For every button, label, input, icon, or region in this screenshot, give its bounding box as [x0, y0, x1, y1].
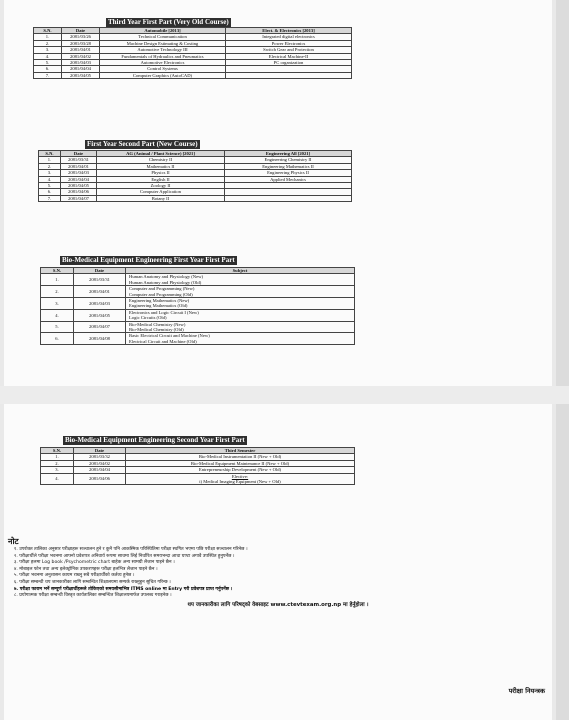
- cell-date: 2081/04/06: [74, 473, 126, 485]
- section-title: First Year Second Part (New Course): [87, 140, 198, 148]
- header-sn: S.N.: [34, 28, 62, 34]
- table-row: [41, 274, 355, 286]
- note-item: ८. प्रयोगात्मक परीक्षा सम्बन्धी विस्तृत कार्यतालिका सम्बन्धित शिक्षालयमार्फत उपलब्ध गराइनेछ ।: [14, 593, 172, 599]
- note-item: ३. परीक्षा हलमा Log book /Psychometric chart बाहेक अन्य सामग्री लैजान पाइने छैन ।: [14, 560, 175, 566]
- cell-subject-a: Machine Design Estimating & Costing: [100, 40, 226, 46]
- cell-subject-a: Chemistry II: [97, 157, 225, 163]
- cell-subject: [126, 298, 355, 310]
- cell-sn: 7.: [34, 72, 62, 78]
- page-gap-band: [0, 386, 569, 404]
- subject-line: i) Medical Imaging Equipment (New + Old): [199, 479, 281, 485]
- cell-subject-a: Zoology II: [97, 183, 225, 189]
- cell-date: 2081/04/02: [74, 460, 126, 466]
- subject-line: Engineering Mathematics (New): [129, 298, 190, 304]
- cell-date: 2081/04/01: [61, 163, 97, 169]
- cell-date: 2081/04/08: [74, 333, 126, 345]
- cell-date: 2081/04/04: [62, 66, 100, 72]
- table-body: [41, 454, 355, 485]
- cell-subject: [126, 321, 355, 333]
- website-note: थप जानकारीका लागि परिषद्को वेबसाइट www.ctevtexam.org.np मा हेर्नुहोला ।: [187, 601, 369, 608]
- table-row: [41, 321, 355, 333]
- cell-subject-a: Computer Graphics (AutoCAD): [100, 72, 226, 78]
- page-edge-strip: [556, 0, 569, 720]
- cell-sn: 2.: [41, 460, 74, 466]
- cell-subject-a: Physics II: [97, 170, 225, 176]
- cell-subject-a: Fundamentals of Hydraulics and Pneumatics: [100, 53, 226, 59]
- table-body: [41, 274, 355, 345]
- cell-subject-b: Applied Mechanics: [225, 176, 352, 182]
- subject-line: Basic Electrical Circuit and Machine (New): [129, 333, 210, 339]
- cell-date: 2081/04/07: [61, 195, 97, 201]
- cell-date: 2081/03/31: [61, 157, 97, 163]
- table-body: [39, 157, 352, 202]
- biomed-first-table: [40, 267, 355, 345]
- cell-sn: 6.: [41, 333, 74, 345]
- header-sn: S.N.: [39, 151, 61, 157]
- cell-subject-b: [226, 72, 352, 78]
- cell-subject-b: Engineering Physics II: [225, 170, 352, 176]
- cell-subject: [126, 274, 355, 286]
- cell-date: 2081/04/03: [62, 60, 100, 66]
- cell-date: 2081/03/28: [62, 40, 100, 46]
- header-semester: Third Semester: [126, 448, 355, 454]
- cell-sn: 5.: [39, 183, 61, 189]
- signature-label: परीक्षा नियन्त्रक: [508, 687, 545, 695]
- cell-sn: 1.: [39, 157, 61, 163]
- cell-sn: 3.: [41, 467, 74, 473]
- cell-date: 2081/04/03: [61, 170, 97, 176]
- subject-line: Human Anatomy and Physiology (New): [129, 274, 204, 280]
- subject-line: Human Anatomy and Physiology (Old): [129, 279, 202, 285]
- subject-line: Computer and Programming (Old): [129, 291, 193, 297]
- cell-subject-b: PC organization: [226, 60, 352, 66]
- cell-subject-b: Switch Gear and Protection: [226, 47, 352, 53]
- cell-subject: [126, 473, 355, 485]
- header-ag: AG (Animal / Plant Science) [2021]: [97, 151, 225, 157]
- cell-date: 2081/04/03: [74, 298, 126, 310]
- table-row: [34, 40, 352, 46]
- cell-sn: 2.: [39, 163, 61, 169]
- cell-subject-a: Technical Communication: [100, 34, 226, 40]
- header-engineering: Engineering All [2021]: [225, 151, 352, 157]
- header-date: Date: [62, 28, 100, 34]
- cell-subject-a: Mathematics II: [97, 163, 225, 169]
- table-row: [41, 309, 355, 321]
- cell-subject-a: English II: [97, 176, 225, 182]
- notes-section: [8, 537, 548, 609]
- cell-sn: 6.: [34, 66, 62, 72]
- cell-subject-b: [225, 195, 352, 201]
- cell-sn: 6.: [39, 189, 61, 195]
- header-subject: Subject: [126, 268, 355, 274]
- cell-date: 2081/04/04: [74, 467, 126, 473]
- subject-line: Engineering Mathematics (Old): [129, 303, 188, 309]
- table-row: [41, 473, 355, 485]
- cell-sn: 4.: [34, 53, 62, 59]
- header-date: Date: [74, 448, 126, 454]
- table-row: [41, 333, 355, 345]
- cell-date: 2081/04/07: [74, 321, 126, 333]
- cell-subject-a: Control Systems: [100, 66, 226, 72]
- note-item: ४. मोबाइल फोन तथा अन्य इलेक्ट्रोनिक उपकरणहरू परीक्षा हलभित्र लैजान पाइने छैन ।: [14, 566, 158, 572]
- table-row: [34, 53, 352, 59]
- subject-line: Bio-Medical Chemistry (Old): [129, 327, 184, 333]
- cell-sn: 3.: [41, 298, 74, 310]
- cell-subject: [126, 286, 355, 298]
- cell-subject-b: Electrical Machine-II: [226, 53, 352, 59]
- cell-sn: 2.: [41, 286, 74, 298]
- cell-sn: 7.: [39, 195, 61, 201]
- header-automobile: Automobile [2013]: [100, 28, 226, 34]
- subject-line: Electrical Circuit and Machine (Old): [129, 338, 197, 344]
- cell-sn: 1.: [34, 34, 62, 40]
- subject-line: Entrepreneurship Development (New + Old): [198, 467, 282, 473]
- cell-subject-b: Engineering Chemistry II: [225, 157, 352, 163]
- cell-date: 2081/04/05: [62, 72, 100, 78]
- section-title: Bio-Medical Equipment Engineering First Year First Part: [62, 256, 235, 264]
- header-sn: S.N.: [41, 448, 74, 454]
- subject-line: Computer and Programming (New): [129, 286, 195, 292]
- cell-date: 2081/04/06: [61, 189, 97, 195]
- section-title: Bio-Medical Equipment Engineering Second Year First Part: [65, 436, 245, 444]
- cell-date: 2081/03/32: [74, 454, 126, 460]
- cell-date: 2081/04/04: [61, 176, 97, 182]
- third-year-table: [33, 27, 352, 79]
- cell-subject: [126, 309, 355, 321]
- cell-sn: 4.: [41, 309, 74, 321]
- table-row: [41, 286, 355, 298]
- first-year-table: [38, 150, 352, 202]
- cell-sn: 5.: [34, 60, 62, 66]
- cell-sn: 1.: [41, 274, 74, 286]
- subject-line: Bio-Medical Equipment Maintenance II (New + Old): [190, 460, 290, 466]
- notes-heading: नोट: [8, 537, 19, 546]
- cell-subject-a: Automotive Technology III: [100, 47, 226, 53]
- cell-date: 2081/03/31: [74, 274, 126, 286]
- subject-line: Elective:: [231, 473, 249, 479]
- cell-subject: [126, 333, 355, 345]
- cell-date: 2081/04/02: [62, 53, 100, 59]
- note-item: २. परीक्षार्थीले परीक्षा भवनमा आफ्नो प्रवेशपत्र अनिवार्य रूपमा साथमा लिई निर्धारित समयभन्दा आधा घण्टा अगावै उपस्थित हुनुपर्नेछ ।: [14, 553, 235, 559]
- header-date: Date: [61, 151, 97, 157]
- cell-sn: 5.: [41, 321, 74, 333]
- subject-line: Logic Circuits (Old): [129, 315, 167, 321]
- note-item: ७. परीक्षा फाराम भर्ने सम्पूर्ण परीक्षार्थीहरूले तोकिएको समयसीमाभित्र ITMS online मा Entry गरी प्रवेशपत्र प्राप्त गर्नुपर्नेछ ।: [14, 586, 233, 592]
- cell-subject-b: Power Electronics: [226, 40, 352, 46]
- cell-date: 2081/04/05: [74, 309, 126, 321]
- cell-sn: 4.: [39, 176, 61, 182]
- document-page: [4, 0, 552, 720]
- header-date: Date: [74, 268, 126, 274]
- cell-date: 2081/04/05: [61, 183, 97, 189]
- cell-sn: 1.: [41, 454, 74, 460]
- cell-sn: 3.: [34, 47, 62, 53]
- table-row: [41, 298, 355, 310]
- cell-sn: 3.: [39, 170, 61, 176]
- note-item: १. उपरोक्त तालिका अनुसार परीक्षाहरू सञ्चालन हुने र कुनै पनि आकस्मिक परिस्थितिमा परीक्षा स्थगित भएमा पछि परीक्षा सञ्चालन गरिनेछ ।: [14, 547, 248, 552]
- table-body: [34, 34, 352, 79]
- cell-subject-a: Automotive Electronics: [100, 60, 226, 66]
- biomed-second-table: [40, 447, 355, 485]
- cell-subject-a: Botany II: [97, 195, 225, 201]
- section-title: Third Year First Part (Very Old Course): [108, 18, 229, 26]
- subject-line: Electronics and Logic Circuit I (New): [129, 309, 199, 315]
- note-item: ५. परीक्षा भवनमा अनुशासन कायम राख्नु सबै परीक्षार्थीको कर्तव्य हुनेछ ।: [14, 573, 135, 579]
- note-item: ६. परीक्षा सम्बन्धी थप जानकारीका लागि सम्बन्धित शिक्षालयमा सम्पर्क राख्नुहुन सूचित गरिन्छ ।: [14, 579, 171, 585]
- cell-subject-b: Integrated digital electronics: [226, 34, 352, 40]
- cell-date: 2081/04/01: [62, 47, 100, 53]
- notes-list: [8, 547, 548, 600]
- header-sn: S.N.: [41, 268, 74, 274]
- cell-subject-a: Computer Application: [97, 189, 225, 195]
- subject-line: Bio-Medical Chemistry (New): [129, 321, 186, 327]
- cell-sn: 2.: [34, 40, 62, 46]
- cell-date: 2081/04/01: [74, 286, 126, 298]
- table-row: [39, 195, 352, 201]
- subject-line: Bio-Medical Instrumentation II (New + Old): [198, 454, 282, 460]
- cell-subject-b: Engineering Mathematics II: [225, 163, 352, 169]
- header-electrical: Elect. & Electronics [2013]: [226, 28, 352, 34]
- cell-date: 2081/03/26: [62, 34, 100, 40]
- cell-sn: 4.: [41, 473, 74, 485]
- table-row: [34, 72, 352, 78]
